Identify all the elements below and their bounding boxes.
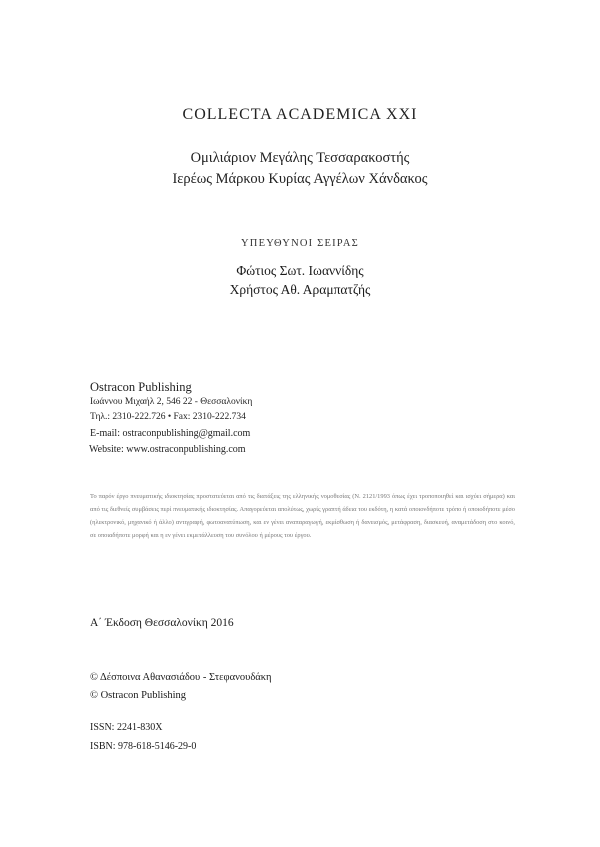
series-editors-label: ΥΠΕΥΘΥΝΟΙ ΣΕΙΡΑΣ: [241, 238, 359, 249]
edition-line: Α΄ Έκδοση Θεσσαλονίκη 2016: [90, 617, 234, 629]
publisher-phone: Τηλ.: 2310-222.726 • Fax: 2310-222.734: [90, 412, 246, 422]
publisher-email: E-mail: ostraconpublishing@gmail.com: [90, 428, 251, 439]
series-editor-2: Χρήστος Αθ. Αραμπατζής: [229, 282, 371, 297]
book-title-line-2: Ιερέως Μάρκου Κυρίας Αγγέλων Χάνδακος: [172, 171, 428, 187]
isbn: ISBN: 978-618-5146-29-0: [90, 741, 197, 752]
legal-notice: Το παρόν έργο πνευματικής ιδιοκτησίας προστατεύεται από τις διατάξεις της ελληνικής νομοθεσίας (Ν. 2121/1993 όπως έχει τροποποιηθεί και ισχύει σήμερα) και από τις διεθνείς συμβάσεις περί πνευματικής ιδιοκτησίας. Απαγορεύεται απολύτως, χωρίς γραπτή άδεια του εκδότη, η κατά οποιονδήποτε τρόπο ή οποιοδήποτε μέσο (ηλεκτρονικό, μηχανικό ή άλλο) αντιγραφή, φωτοανατύπωση, και εν γένει αναπαραγωγή, εκμίσθωση ή δανεισμός, μετάφραση, διασκευή, αναμετάδοση στο κοινό, σε οποιαδήποτε μορφή και η εν γένει εκμετάλλευση του συνόλου ή μέρους του έργου.: [90, 493, 515, 539]
publisher-name: Ostracon Publishing: [90, 380, 192, 394]
series-title: COLLECTA ACADEMICA XXI: [182, 106, 418, 123]
copyright-author: © Δέσποινα Αθανασιάδου - Στεφανουδάκη: [90, 672, 272, 683]
publisher-website: Website: www.ostraconpublishing.com: [89, 444, 246, 455]
series-editor-1: Φώτιος Σωτ. Ιωαννίδης: [236, 263, 364, 278]
copyright-publisher: © Ostracon Publishing: [90, 690, 187, 701]
publisher-address: Ιωάννου Μιχαήλ 2, 546 22 - Θεσσαλονίκη: [90, 397, 253, 407]
issn: ISSN: 2241-830X: [90, 722, 163, 733]
book-title-line-1: Ομιλιάριον Μεγάλης Τεσσαρακοστής: [190, 150, 410, 166]
